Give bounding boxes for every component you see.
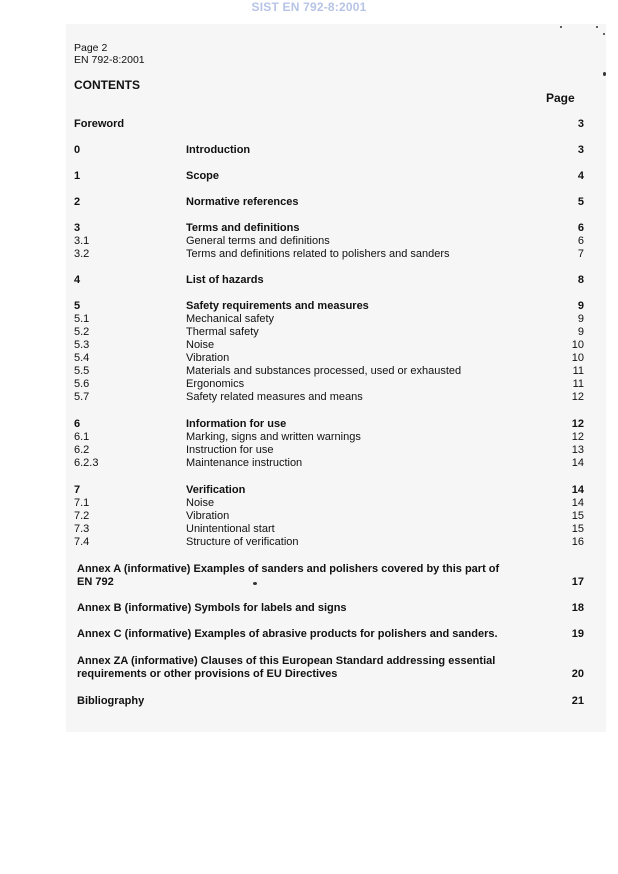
toc-title: Materials and substances processed, used or exhausted <box>186 365 462 377</box>
toc-number: 2 <box>74 196 81 208</box>
toc-page: 12 <box>571 391 584 403</box>
toc-number: 6.1 <box>74 431 90 443</box>
toc-page: 12 <box>571 431 584 443</box>
toc-page: 11 <box>572 378 584 390</box>
toc-row[interactable] <box>74 484 584 497</box>
toc-title: Marking, signs and written warnings <box>186 431 361 443</box>
bibliography-title: Bibliography <box>77 695 145 707</box>
toc-number: 7 <box>74 484 81 496</box>
toc-number: 7.2 <box>74 510 90 522</box>
toc-page: 3 <box>577 118 584 130</box>
toc-row[interactable] <box>74 196 584 209</box>
toc-row[interactable] <box>74 222 584 235</box>
toc-number: 3.1 <box>74 235 90 247</box>
toc-number: 3.2 <box>74 248 90 260</box>
toc-title: Safety requirements and measures <box>186 300 369 312</box>
toc-title: Vibration <box>186 352 230 364</box>
document-id: EN 792-8:2001 <box>74 54 145 66</box>
toc-page: 11 <box>572 365 584 377</box>
page-column-label: Page <box>546 91 575 105</box>
toc-title: Scope <box>186 170 220 182</box>
toc-title: Instruction for use <box>186 444 274 456</box>
toc-title: List of hazards <box>186 274 264 286</box>
toc-page: 6 <box>577 235 584 247</box>
toc-number: 0 <box>74 144 81 156</box>
toc-row[interactable] <box>74 418 584 431</box>
annex-page: 20 <box>571 668 584 680</box>
toc-row[interactable] <box>74 444 584 457</box>
toc-title: Introduction <box>186 144 251 156</box>
toc-number: 6 <box>74 418 81 430</box>
toc-row[interactable] <box>74 144 584 157</box>
toc-title: Mechanical safety <box>186 313 275 325</box>
annex-title: Annex ZA (informative) Clauses of this European Standard addressing essential <box>77 655 496 667</box>
watermark: SIST EN 792-8:2001 <box>251 0 367 14</box>
toc-number: 7.3 <box>74 523 90 535</box>
toc-page: 9 <box>577 326 584 338</box>
toc-number: 6.2 <box>74 444 90 456</box>
annex-title-continued: requirements or other provisions of EU Directives <box>77 668 338 680</box>
toc-title: Unintentional start <box>186 523 275 535</box>
annex-c-entry[interactable] <box>77 628 584 641</box>
toc-row[interactable] <box>74 365 584 378</box>
toc-row[interactable] <box>74 378 584 391</box>
toc-number: 5.5 <box>74 365 90 377</box>
toc-row[interactable] <box>74 510 584 523</box>
toc-page: 10 <box>571 339 584 351</box>
scan-speck <box>560 26 562 28</box>
toc-number: 3 <box>74 222 81 234</box>
toc-title: Maintenance instruction <box>186 457 303 469</box>
toc-row[interactable] <box>74 274 584 287</box>
toc-number: 7.1 <box>74 497 90 509</box>
toc-page: 14 <box>571 497 584 509</box>
toc-title: Vibration <box>186 510 230 522</box>
toc-row[interactable] <box>74 248 584 261</box>
scan-speck <box>596 26 598 28</box>
toc-number: 5.1 <box>74 313 90 325</box>
toc-page: 12 <box>571 418 584 430</box>
toc-page: 14 <box>571 457 584 469</box>
toc-title: Terms and definitions related to polishers and sanders <box>186 248 450 260</box>
toc-number: 4 <box>74 274 81 286</box>
toc-title: General terms and definitions <box>186 235 330 247</box>
toc-row[interactable] <box>74 339 584 352</box>
toc-row[interactable] <box>74 118 584 131</box>
toc-page: 16 <box>571 536 584 548</box>
toc-page: 10 <box>571 352 584 364</box>
toc-page: 5 <box>577 196 584 208</box>
toc-row[interactable] <box>74 352 584 365</box>
annex-page: 19 <box>571 628 584 640</box>
annex-a-entry[interactable] <box>77 563 584 589</box>
toc-page: 8 <box>577 274 584 286</box>
toc-page: 9 <box>577 313 584 325</box>
toc-row[interactable] <box>74 457 584 470</box>
toc-number: 6.2.3 <box>74 457 99 469</box>
toc-row[interactable] <box>74 523 584 536</box>
toc-number: 5 <box>74 300 81 312</box>
toc-page: 3 <box>577 144 584 156</box>
toc-title: Thermal safety <box>186 326 259 338</box>
toc-row[interactable] <box>74 235 584 248</box>
toc-title: Normative references <box>186 196 299 208</box>
toc-row[interactable] <box>74 170 584 183</box>
toc-title: Terms and definitions <box>186 222 300 234</box>
toc-row[interactable] <box>74 391 584 404</box>
toc-number: 5.6 <box>74 378 90 390</box>
toc-number: 5.3 <box>74 339 90 351</box>
toc-page: 6 <box>577 222 584 234</box>
toc-title: Structure of verification <box>186 536 299 548</box>
annex-title-continued: EN 792 <box>77 576 114 588</box>
toc-title: Noise <box>186 339 215 351</box>
annex-za-entry[interactable] <box>77 655 584 681</box>
bibliography-entry[interactable] <box>77 695 584 708</box>
annex-title: Annex B (informative) Symbols for labels and signs <box>77 602 347 614</box>
toc-page: 15 <box>571 510 584 522</box>
toc-page: 15 <box>571 523 584 535</box>
toc-number: 7.4 <box>74 536 90 548</box>
toc-number: 5.7 <box>74 391 90 403</box>
toc-row[interactable] <box>74 497 584 510</box>
toc-row[interactable] <box>74 431 584 444</box>
toc-page: 13 <box>571 444 584 456</box>
annex-page: 17 <box>571 576 584 588</box>
toc-number: 5.4 <box>74 352 90 364</box>
toc-number: 5.2 <box>74 326 90 338</box>
toc-title: Ergonomics <box>186 378 245 390</box>
toc-page: 4 <box>577 170 584 182</box>
annex-title: Annex C (informative) Examples of abrasive products for polishers and sanders. <box>77 628 498 640</box>
annex-page: 18 <box>571 602 584 614</box>
scan-speck <box>603 72 606 76</box>
toc-number: 1 <box>74 170 81 182</box>
contents-title: CONTENTS <box>74 78 140 92</box>
annex-title: Annex A (informative) Examples of sanders and polishers covered by this part of <box>77 563 500 575</box>
annex-b-entry[interactable] <box>77 602 584 615</box>
page-number-label: Page 2 <box>74 42 108 54</box>
toc-title: Verification <box>186 484 246 496</box>
scan-speck <box>603 33 605 35</box>
toc-title: Safety related measures and means <box>186 391 363 403</box>
toc-page: 7 <box>577 248 584 260</box>
toc-page: 14 <box>571 484 584 496</box>
toc-number: Foreword <box>74 118 125 130</box>
toc-title: Noise <box>186 497 215 509</box>
toc-page: 9 <box>577 300 584 312</box>
bibliography-page: 21 <box>571 695 584 707</box>
toc-row[interactable] <box>74 313 584 326</box>
toc-row[interactable] <box>74 536 584 549</box>
toc-row[interactable] <box>74 300 584 313</box>
scan-speck <box>253 582 257 585</box>
toc-row[interactable] <box>74 326 584 339</box>
toc-title: Information for use <box>186 418 287 430</box>
